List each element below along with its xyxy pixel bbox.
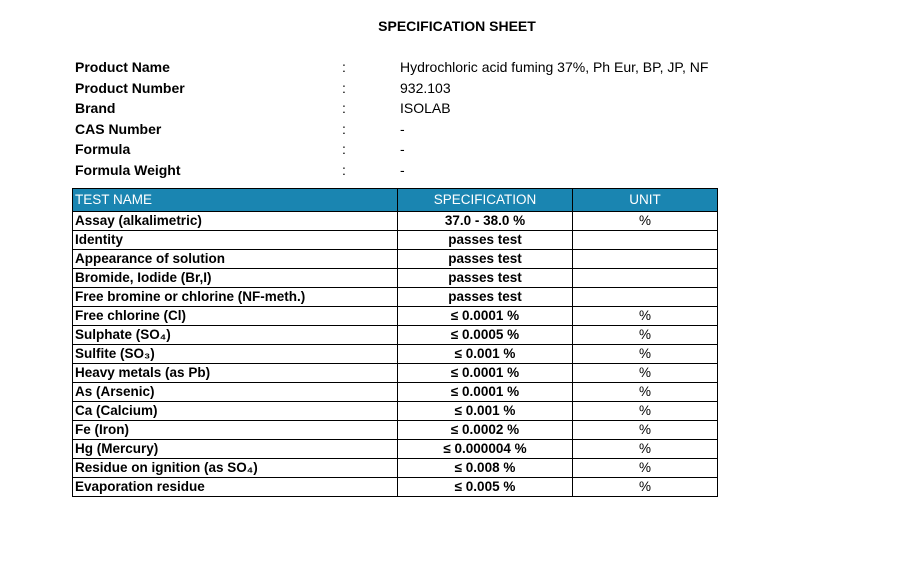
- info-value: 932.103: [400, 80, 451, 96]
- test-name-cell: Heavy metals (as Pb): [73, 364, 398, 383]
- unit-cell: %: [573, 383, 718, 402]
- specification-cell: ≤ 0.001 %: [398, 402, 573, 421]
- unit-cell: [573, 250, 718, 269]
- info-colon: :: [342, 141, 346, 157]
- table-header-row: [73, 189, 718, 212]
- table-row: [73, 307, 718, 326]
- info-label: Product Name: [75, 59, 170, 75]
- test-name-cell: Bromide, Iodide (Br,I): [73, 269, 398, 288]
- info-value: ISOLAB: [400, 100, 451, 116]
- info-row-cas-number: [0, 121, 922, 141]
- unit-cell: %: [573, 364, 718, 383]
- test-name-cell: Evaporation residue: [73, 478, 398, 497]
- info-row-formula-weight: [0, 162, 922, 182]
- table-row: [73, 421, 718, 440]
- test-name-cell: Free chlorine (Cl): [73, 307, 398, 326]
- info-label: Formula: [75, 141, 131, 157]
- header-specification: SPECIFICATION: [398, 189, 573, 212]
- unit-cell: [573, 231, 718, 250]
- unit-cell: %: [573, 402, 718, 421]
- table-row: [73, 459, 718, 478]
- specification-table: [72, 188, 718, 497]
- test-name-cell: Residue on ignition (as SO₄): [73, 459, 398, 478]
- test-name-cell: Sulfite (SO₃): [73, 345, 398, 364]
- table-row: [73, 212, 718, 231]
- unit-cell: %: [573, 307, 718, 326]
- specification-cell: passes test: [398, 269, 573, 288]
- specification-cell: 37.0 - 38.0 %: [398, 212, 573, 231]
- test-name-cell: Ca (Calcium): [73, 402, 398, 421]
- info-value: -: [400, 162, 405, 178]
- unit-cell: %: [573, 440, 718, 459]
- test-name-cell: Fe (Iron): [73, 421, 398, 440]
- unit-cell: %: [573, 459, 718, 478]
- unit-cell: %: [573, 345, 718, 364]
- specification-cell: passes test: [398, 250, 573, 269]
- test-name-cell: Assay (alkalimetric): [73, 212, 398, 231]
- table-row: [73, 402, 718, 421]
- unit-cell: [573, 288, 718, 307]
- table-row: [73, 345, 718, 364]
- specification-cell: ≤ 0.001 %: [398, 345, 573, 364]
- info-label: Formula Weight: [75, 162, 181, 178]
- test-name-cell: Hg (Mercury): [73, 440, 398, 459]
- info-colon: :: [342, 162, 346, 178]
- info-label: CAS Number: [75, 121, 162, 137]
- header-test-name: TEST NAME: [73, 189, 398, 212]
- info-colon: :: [342, 59, 346, 75]
- info-row-product-name: [0, 59, 922, 79]
- info-value: -: [400, 141, 405, 157]
- unit-cell: %: [573, 212, 718, 231]
- info-row-product-number: [0, 80, 922, 100]
- info-value: -: [400, 121, 405, 137]
- specification-cell: passes test: [398, 288, 573, 307]
- specification-cell: ≤ 0.0001 %: [398, 364, 573, 383]
- table-row: [73, 250, 718, 269]
- specification-cell: ≤ 0.0001 %: [398, 383, 573, 402]
- info-label: Product Number: [75, 80, 185, 96]
- test-name-cell: Appearance of solution: [73, 250, 398, 269]
- table-row: [73, 269, 718, 288]
- test-name-cell: Free bromine or chlorine (NF-meth.): [73, 288, 398, 307]
- info-colon: :: [342, 121, 346, 137]
- test-name-cell: Identity: [73, 231, 398, 250]
- table-row: [73, 478, 718, 497]
- specification-cell: ≤ 0.008 %: [398, 459, 573, 478]
- table-row: [73, 288, 718, 307]
- info-row-brand: [0, 100, 922, 120]
- specification-cell: ≤ 0.000004 %: [398, 440, 573, 459]
- info-label: Brand: [75, 100, 116, 116]
- specification-cell: ≤ 0.0001 %: [398, 307, 573, 326]
- info-colon: :: [342, 80, 346, 96]
- info-row-formula: [0, 141, 922, 161]
- specification-cell: passes test: [398, 231, 573, 250]
- test-name-cell: Sulphate (SO₄): [73, 326, 398, 345]
- specification-cell: ≤ 0.005 %: [398, 478, 573, 497]
- specification-cell: ≤ 0.0002 %: [398, 421, 573, 440]
- info-value: Hydrochloric acid fuming 37%, Ph Eur, BP, JP, NF: [400, 59, 709, 75]
- specification-cell: ≤ 0.0005 %: [398, 326, 573, 345]
- table-row: [73, 231, 718, 250]
- table-row: [73, 383, 718, 402]
- test-name-cell: As (Arsenic): [73, 383, 398, 402]
- page-title: SPECIFICATION SHEET: [378, 18, 536, 34]
- unit-cell: %: [573, 421, 718, 440]
- table-row: [73, 326, 718, 345]
- info-colon: :: [342, 100, 346, 116]
- unit-cell: %: [573, 326, 718, 345]
- header-unit: UNIT: [573, 189, 718, 212]
- unit-cell: %: [573, 478, 718, 497]
- table-row: [73, 364, 718, 383]
- unit-cell: [573, 269, 718, 288]
- table-row: [73, 440, 718, 459]
